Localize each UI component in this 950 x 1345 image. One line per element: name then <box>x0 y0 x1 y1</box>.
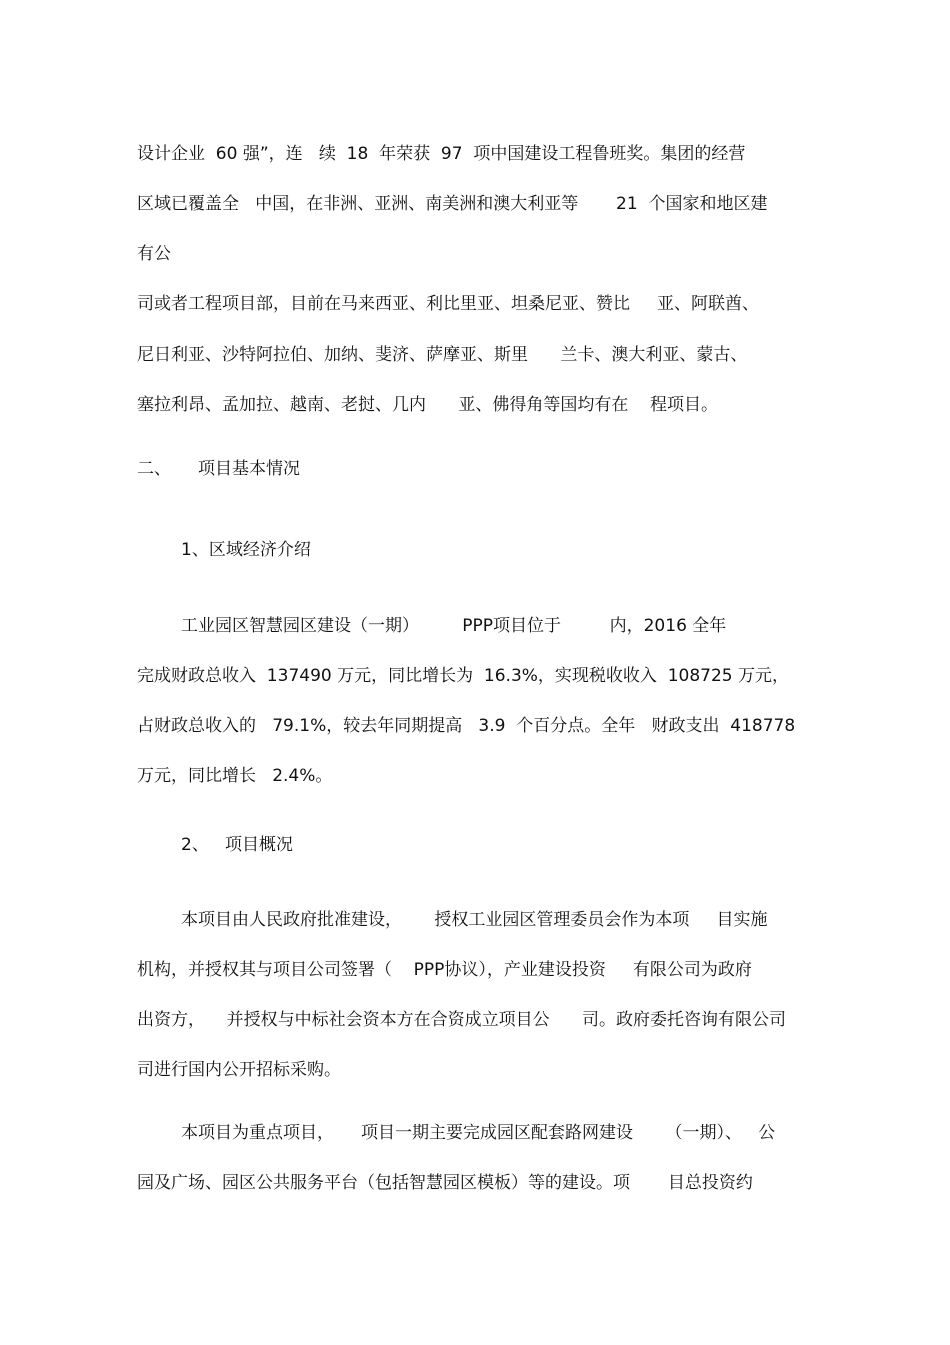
subheading-project-overview: 2、 项目概况 <box>181 835 294 855</box>
economy-line-3: 占财政总收入的 79.1%，较去年同期提高 3.9 个百分点。全年 财政支出 418778 <box>137 716 796 736</box>
overview-line-4: 司进行国内公开招标采购。 <box>137 1060 341 1080</box>
intro-line-2: 区域已覆盖全 中国，在非洲、亚洲、南美洲和澳大利亚等 21 个国家和地区建 <box>137 194 768 214</box>
overview-line-1: 本项目由人民政府批准建设， 授权工业园区管理委员会作为本项 目实施 <box>181 910 768 930</box>
economy-line-2: 完成财政总收入 137490 万元，同比增长为 16.3%，实现税收收入 108725 万元， <box>137 666 790 686</box>
intro-line-1: 设计企业 60 强”，连 续 18 年荣获 97 项中国建设工程鲁班奖。集团的经营 <box>137 144 746 164</box>
economy-line-1: 工业园区智慧园区建设（一期） PPP项目位于 内，2016 全年 <box>181 616 727 636</box>
economy-line-4: 万元，同比增长 2.4%。 <box>137 766 333 786</box>
intro-line-5: 尼日利亚、沙特阿拉伯、加纳、斐济、萨摩亚、斯里 兰卡、澳大利亚、蒙古、 <box>137 345 748 365</box>
intro-line-3: 有公 <box>137 244 171 264</box>
subheading-regional-economy: 1、区域经济介绍 <box>181 540 311 560</box>
scope-line-2: 园及广场、园区公共服务平台（包括智慧园区模板）等的建设。项 目总投资约 <box>137 1173 753 1193</box>
section-heading-project-basics: 二、 项目基本情况 <box>137 459 301 479</box>
intro-line-6: 塞拉利昂、孟加拉、越南、老挝、几内 亚、佛得角等国均有在 程项目。 <box>137 395 719 415</box>
overview-line-2: 机构，并授权其与项目公司签署（ PPP协议），产业建设投资 有限公司为政府 <box>137 960 752 980</box>
intro-line-4: 司或者工程项目部，目前在马来西亚、利比里亚、坦桑尼亚、赞比 亚、阿联酋、 <box>137 294 760 314</box>
overview-line-3: 出资方， 并授权与中标社会资本方在合资成立项目公 司。政府委托咨询有限公司 <box>137 1010 787 1030</box>
scope-line-1: 本项目为重点项目， 项目一期主要完成园区配套路网建设 （一期）、 公 <box>181 1123 776 1143</box>
